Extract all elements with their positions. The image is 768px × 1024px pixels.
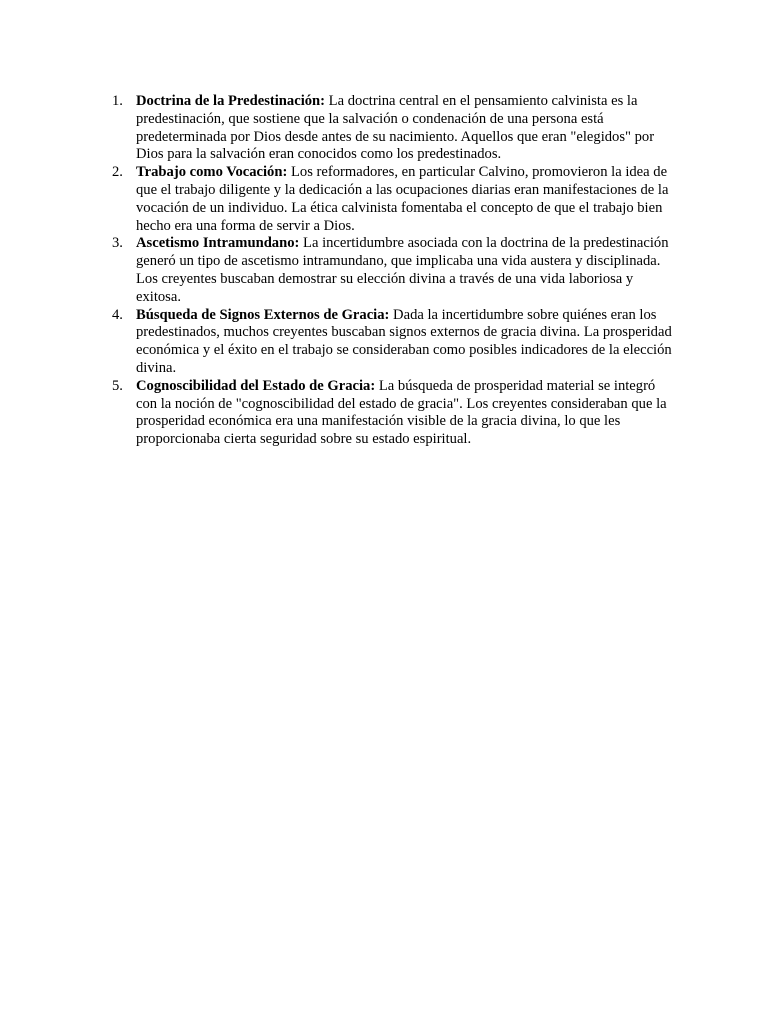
list-item <box>96 93 678 164</box>
list-item-text: La doctrina central en el pensamiento calvinista es la predestinación, que sostiene que la salvación o condenación de una persona está predeterminada por Dios desde antes de su nacimiento. Aquellos que eran "elegidos" por Dios para la salvación eran conocidos como los predestinados. <box>136 93 655 163</box>
list-item-term: Búsqueda de Signos Externos de Gracia: <box>136 306 390 323</box>
list-item-term: Ascetismo Intramundano: <box>136 235 300 252</box>
numbered-list <box>96 93 678 449</box>
list-item-term: Cognoscibilidad del Estado de Gracia: <box>136 377 376 394</box>
list-item-term: Trabajo como Vocación: <box>136 164 288 181</box>
list-item-text: La búsqueda de prosperidad material se integró con la noción de "cognoscibilidad del estado de gracia". Los creyentes consideraban que la prosperidad económica era una manifestación visible de la gracia divina, lo que les proporcionaba cierta seguridad sobre su estado espiritual. <box>136 377 667 448</box>
list-item-text: La incertidumbre asociada con la doctrina de la predestinación generó un tipo de ascetismo intramundano, que implicaba una vida austera y disciplinada. Los creyentes buscaban demostrar su elección divina a través de una vida laboriosa y exitosa. <box>136 235 669 305</box>
list-item-text: Dada la incertidumbre sobre quiénes eran los predestinados, muchos creyentes buscaban signos externos de gracia divina. La prosperidad económica y el éxito en el trabajo se consideraban como posibles indicadores de la elección divina. <box>136 306 672 376</box>
list-item-number: 2. <box>112 164 123 181</box>
list-item-number: 4. <box>112 306 123 323</box>
list-item-term: Doctrina de la Predestinación: <box>136 93 326 109</box>
list-item <box>96 235 678 306</box>
list-item <box>96 378 678 449</box>
list-item <box>96 307 678 378</box>
list-item-number: 1. <box>112 93 123 109</box>
list-item-number: 3. <box>112 235 123 252</box>
list-item <box>96 164 678 235</box>
list-item-text: Los reformadores, en particular Calvino, promovieron la idea de que el trabajo diligente y la dedicación a las ocupaciones diarias eran manifestaciones de la vocación de un individuo. La ética calvinista fomentaba el concepto de que el trabajo bien hecho era una forma de servir a Dios. <box>136 164 669 234</box>
list-item-number: 5. <box>112 377 123 394</box>
